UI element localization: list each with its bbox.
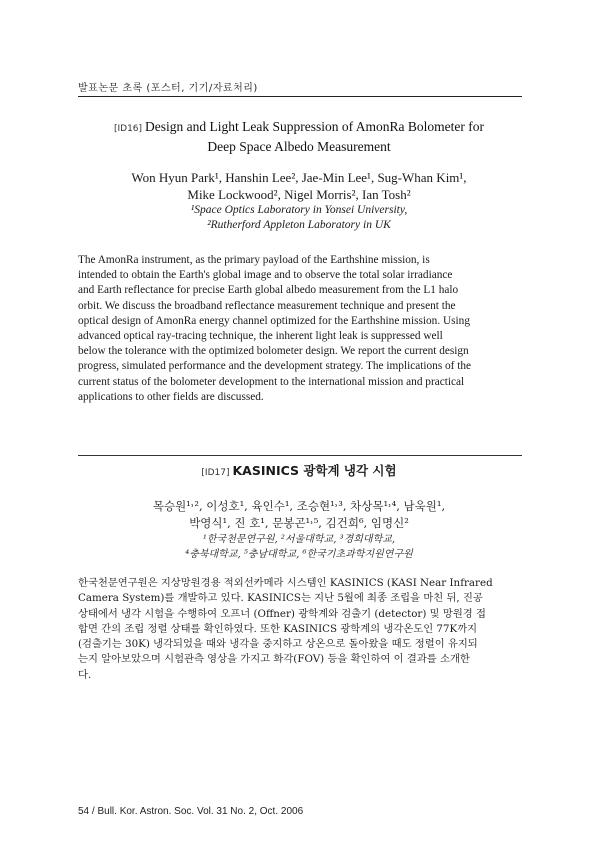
page-footer-citation: 54 / Bull. Kor. Astron. Soc. Vol. 31 No. 2, Oct. 2006 [78,806,304,817]
header-rule [78,96,522,97]
authors-line2: Mike Lockwood², Nigel Morris², Ian Tosh² [187,187,411,202]
affiliations [78,532,520,562]
section-divider [78,455,522,456]
running-header: 발표논문 초록 (포스터, 기기/자료처리) [78,83,258,94]
abstract-line: 다. [78,668,92,681]
paper-title-text: KASINICS 광학계 냉각 시험 [232,463,397,478]
affiliation-1: ¹한국천문연구원, ²서울대학교, ³경희대학교, [202,534,396,545]
affiliations [78,203,520,233]
abstract-line: (검출기는 30K) 냉각되었을 때와 냉각을 중지하고 상온으로 돌아왔을 때도 정렬이 유지되 [78,638,478,651]
abstract-line: 상태에서 냉각 시험을 수행하여 오프너 (Offner) 광학계와 검출기 (detector) 및 망원경 접 [78,607,486,620]
abstract-line: advanced optical ray-tracing technique, the inherent light leak is suppressed well [78,330,443,343]
abstract-line: 합면 간의 조립 정렬 상태를 확인하였다. 또한 KASINICS 광학계의 냉각온도인 77K까지 [78,622,478,635]
paper-title-line2: Deep Space Albedo Measurement [207,139,391,154]
authors-line1: Won Hyun Park¹, Hanshin Lee², Jae-Min Lee¹, Sug-Whan Kim¹, [131,170,467,185]
paper-id: [ID17] [201,468,230,478]
abstract-line: progress, simulated performance and the development strategy. The implications of the [78,360,472,373]
abstract-id17 [78,462,520,683]
abstract-line: applications to other fields are discussed. [78,390,264,403]
abstract-line: Camera System)를 개발하고 있다. KASINICS는 지난 5월에 최종 조립을 마친 뒤, 진공 [78,592,483,605]
author-list [78,498,520,532]
abstract-line: 는지 알아보았으며 시험관측 영상을 가지고 화각(FOV) 등을 확인하여 이 결과를 소개한 [78,653,470,666]
abstract-text [78,253,520,405]
abstract-line: orbit. We discuss the broadband reflectance measurement technique and present the [78,299,456,312]
paper-title-line1: Design and Light Leak Suppression of AmonRa Bolometer for [145,119,484,134]
affiliation-2: ²Rutherford Appleton Laboratory in UK [207,219,391,231]
paper-id: [ID16] [113,124,143,134]
author-list [78,169,520,203]
abstract-line: The AmonRa instrument, as the primary payload of the Earthshine mission, is [78,254,430,266]
abstract-line: 한국천문연구원은 지상망원경용 적외선카메라 시스템인 KASINICS (KASI Near Infrared [78,577,493,589]
paper-title [78,462,520,482]
abstract-line: current status of the bolometer development to the international mission and practical [78,375,465,388]
affiliation-1: ¹Space Optics Laboratory in Yonsei University, [190,204,408,216]
paper-title [78,118,520,155]
authors-line2: 박영식¹, 진 호¹, 문봉곤¹˒⁵, 김건희⁶, 임명신² [189,516,409,530]
abstract-line: below the tolerance with the optimized bolometer design. We report the current design [78,345,469,358]
abstract-line: intended to obtain the Earth's global image and to observe the total solar irradiance [78,269,453,282]
authors-line1: 목승원¹˒², 이성호¹, 육인수¹, 조승현¹˒³, 차상목¹˒⁴, 남욱원¹, [152,499,446,513]
abstract-id16 [78,118,520,405]
abstract-text [78,576,520,683]
abstract-line: and Earth reflectance for precise Earth global albedo measurement from the L1 halo [78,284,459,297]
abstract-line: optical design of AmonRa energy channel optimized for the Earthshine mission. Using [78,314,470,327]
affiliation-2: ⁴충북대학교, ⁵충남대학교, ⁶한국기초과학지원연구원 [185,549,413,560]
